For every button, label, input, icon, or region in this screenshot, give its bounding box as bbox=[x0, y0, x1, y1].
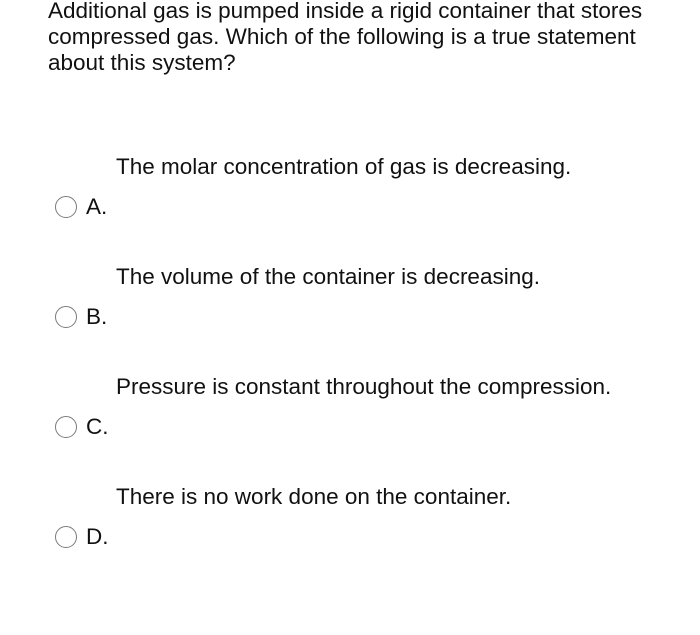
question-text: Additional gas is pumped inside a rigid container that stores compressed gas. Which of the following is a true statement about this system? bbox=[48, 0, 643, 75]
radio-button-a[interactable] bbox=[55, 196, 77, 218]
option-c-text: Pressure is constant throughout the compression. bbox=[116, 374, 612, 399]
option-d-choice[interactable] bbox=[55, 524, 109, 550]
option-a-choice[interactable] bbox=[55, 194, 107, 220]
radio-button-d[interactable] bbox=[55, 526, 77, 548]
option-d-letter: D. bbox=[86, 524, 109, 549]
radio-button-b[interactable] bbox=[55, 306, 77, 328]
option-b-choice[interactable] bbox=[55, 304, 107, 330]
option-c-letter: C. bbox=[86, 414, 109, 439]
option-b-text: The volume of the container is decreasing. bbox=[116, 264, 540, 289]
option-b-letter: B. bbox=[86, 304, 108, 329]
option-d-text: There is no work done on the container. bbox=[116, 484, 512, 509]
option-a-text: The molar concentration of gas is decreasing. bbox=[116, 154, 572, 179]
option-c-choice[interactable] bbox=[55, 414, 109, 440]
radio-button-c[interactable] bbox=[55, 416, 77, 438]
option-a-letter: A. bbox=[86, 194, 108, 219]
